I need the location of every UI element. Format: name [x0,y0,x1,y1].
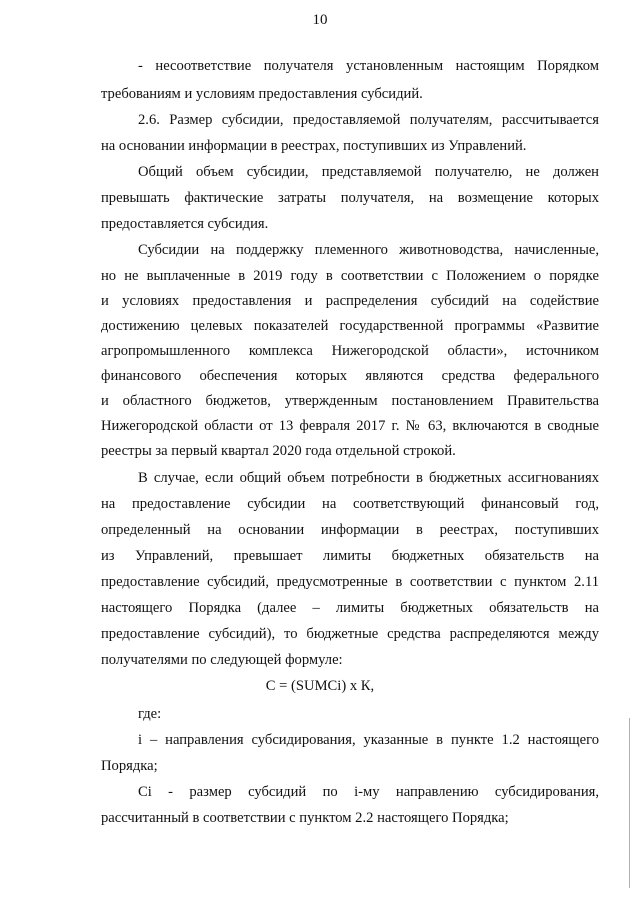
text-line: получателями по следующей формуле: [101,652,343,668]
text-line: где: [138,706,162,722]
text-line: реестры за первый квартал 2020 года отдельной строкой. [101,443,456,459]
scan-edge-mark [629,718,630,888]
text-line: на предоставление субсидии на соответствующий финансовый год, [101,496,599,512]
text-line: рассчитанный в соответствии с пунктом 2.2 настоящего Порядка; [101,810,509,826]
text-line: из Управлений, превышает лимиты бюджетных обязательств на [101,548,599,564]
text-line: настоящего Порядка (далее – лимиты бюджетных обязательств на [101,600,599,616]
text-line: но не выплаченные в 2019 году в соответствии с Положением о порядке [101,268,599,284]
text-line: Нижегородской области от 13 февраля 2017 г. № 63, включаются в сводные [101,418,599,434]
text-line: и условиях предоставления и распределения субсидий на содействие [101,293,599,309]
text-line: Ci - размер субсидий по i-му направлению субсидирования, [138,784,599,800]
text-line: 2.6. Размер субсидии, предоставляемой получателям, рассчитывается [138,112,599,128]
text-line: требованиям и условиям предоставления субсидий. [101,86,423,102]
text-line: i – направления субсидирования, указанные в пункте 1.2 настоящего [138,732,599,748]
text-line: агропромышленного комплекса Нижегородской области», источником [101,343,599,359]
page-number: 10 [312,12,328,28]
text-line: В случае, если общий объем потребности в бюджетных ассигнованиях [138,470,599,486]
text-line: и областного бюджетов, утвержденным постановлением Правительства [101,393,599,409]
text-line: достижению целевых показателей государственной программы «Развитие [101,318,599,334]
text-line: предоставление субсидий, предусмотренные в соответствии с пунктом 2.11 [101,574,599,590]
text-line: Общий объем субсидии, представляемой получателю, не должен [138,164,599,180]
text-line: предоставление субсидий), то бюджетные средства распределяются между [101,626,599,642]
text-line: Субсидии на поддержку племенного животноводства, начисленные, [138,242,599,258]
text-line: - несоответствие получателя установленным настоящим Порядком [138,58,599,74]
formula: C = (SUMCi) x К, [265,678,375,694]
text-line: превышать фактические затраты получателя, на возмещение которых [101,190,599,206]
text-line: Порядка; [101,758,158,774]
text-line: определенный на основании информации в реестрах, поступивших [101,522,599,538]
text-line: предоставляется субсидия. [101,216,269,232]
text-line: на основании информации в реестрах, поступивших из Управлений. [101,138,527,154]
text-line: финансового обеспечения которых являются средства федерального [101,368,599,384]
